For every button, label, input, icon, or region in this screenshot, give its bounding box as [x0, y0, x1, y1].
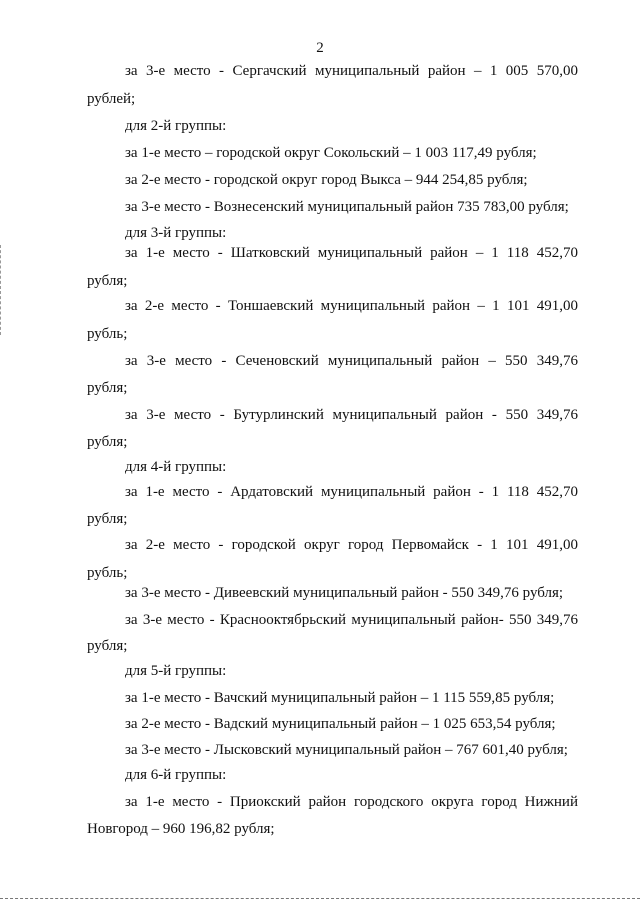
section-heading: для 4-й группы: [125, 459, 227, 475]
text-line: Новгород – 960 196,82 рубля; [87, 821, 275, 837]
text-line: за 3-е место - Краснооктябрьский муниципальный район- 550 349,76 [125, 612, 578, 628]
text-line: за 3-е место - Лысковский муниципальный район – 767 601,40 рубля; [125, 742, 568, 758]
section-heading: для 3-й группы: [125, 225, 227, 241]
text-line: рубля; [87, 380, 128, 396]
text-line: за 1-е место - Приокский район городского округа город Нижний [125, 794, 578, 810]
text-line: за 3-е место - Бутурлинский муниципальный район - 550 349,76 [125, 407, 578, 423]
text-line: за 3-е место - Сергачский муниципальный район – 1 005 570,00 [125, 63, 578, 79]
text-line: рублей; [87, 91, 136, 107]
text-line: за 3-е место - Дивеевский муниципальный район - 550 349,76 рубля; [125, 585, 564, 601]
text-line: за 1-е место – городской округ Сокольский – 1 003 117,49 рубля; [125, 145, 537, 161]
text-line: за 1-е место - Вачский муниципальный район – 1 115 559,85 рубля; [125, 690, 555, 706]
text-line: рубля; [87, 511, 128, 527]
page-number: 2 [316, 40, 324, 56]
scan-artifact [0, 245, 3, 335]
text-line: за 2-е место - городской округ город Первомайск - 1 101 491,00 [125, 537, 578, 553]
text-line: рубль; [87, 326, 128, 342]
section-heading: для 6-й группы: [125, 767, 227, 783]
text-line: рубля; [87, 638, 128, 654]
text-line: за 1-е место - Ардатовский муниципальный район - 1 118 452,70 [125, 484, 578, 500]
text-line: за 3-е место - Сеченовский муниципальный район – 550 349,76 [125, 353, 578, 369]
section-heading: для 2-й группы: [125, 118, 227, 134]
scan-edge-line [0, 898, 640, 899]
text-line: рубль; [87, 565, 128, 581]
text-line: за 2-е место - городской округ город Выкса – 944 254,85 рубля; [125, 172, 528, 188]
text-line: за 2-е место - Тоншаевский муниципальный район – 1 101 491,00 [125, 298, 578, 314]
text-line: рубля; [87, 434, 128, 450]
text-line: за 3-е место - Вознесенский муниципальный район 735 783,00 рубля; [125, 199, 569, 215]
text-line: рубля; [87, 273, 128, 289]
text-line: за 1-е место - Шатковский муниципальный район – 1 118 452,70 [125, 245, 578, 261]
section-heading: для 5-й группы: [125, 663, 227, 679]
text-line: за 2-е место - Вадский муниципальный район – 1 025 653,54 рубля; [125, 716, 556, 732]
